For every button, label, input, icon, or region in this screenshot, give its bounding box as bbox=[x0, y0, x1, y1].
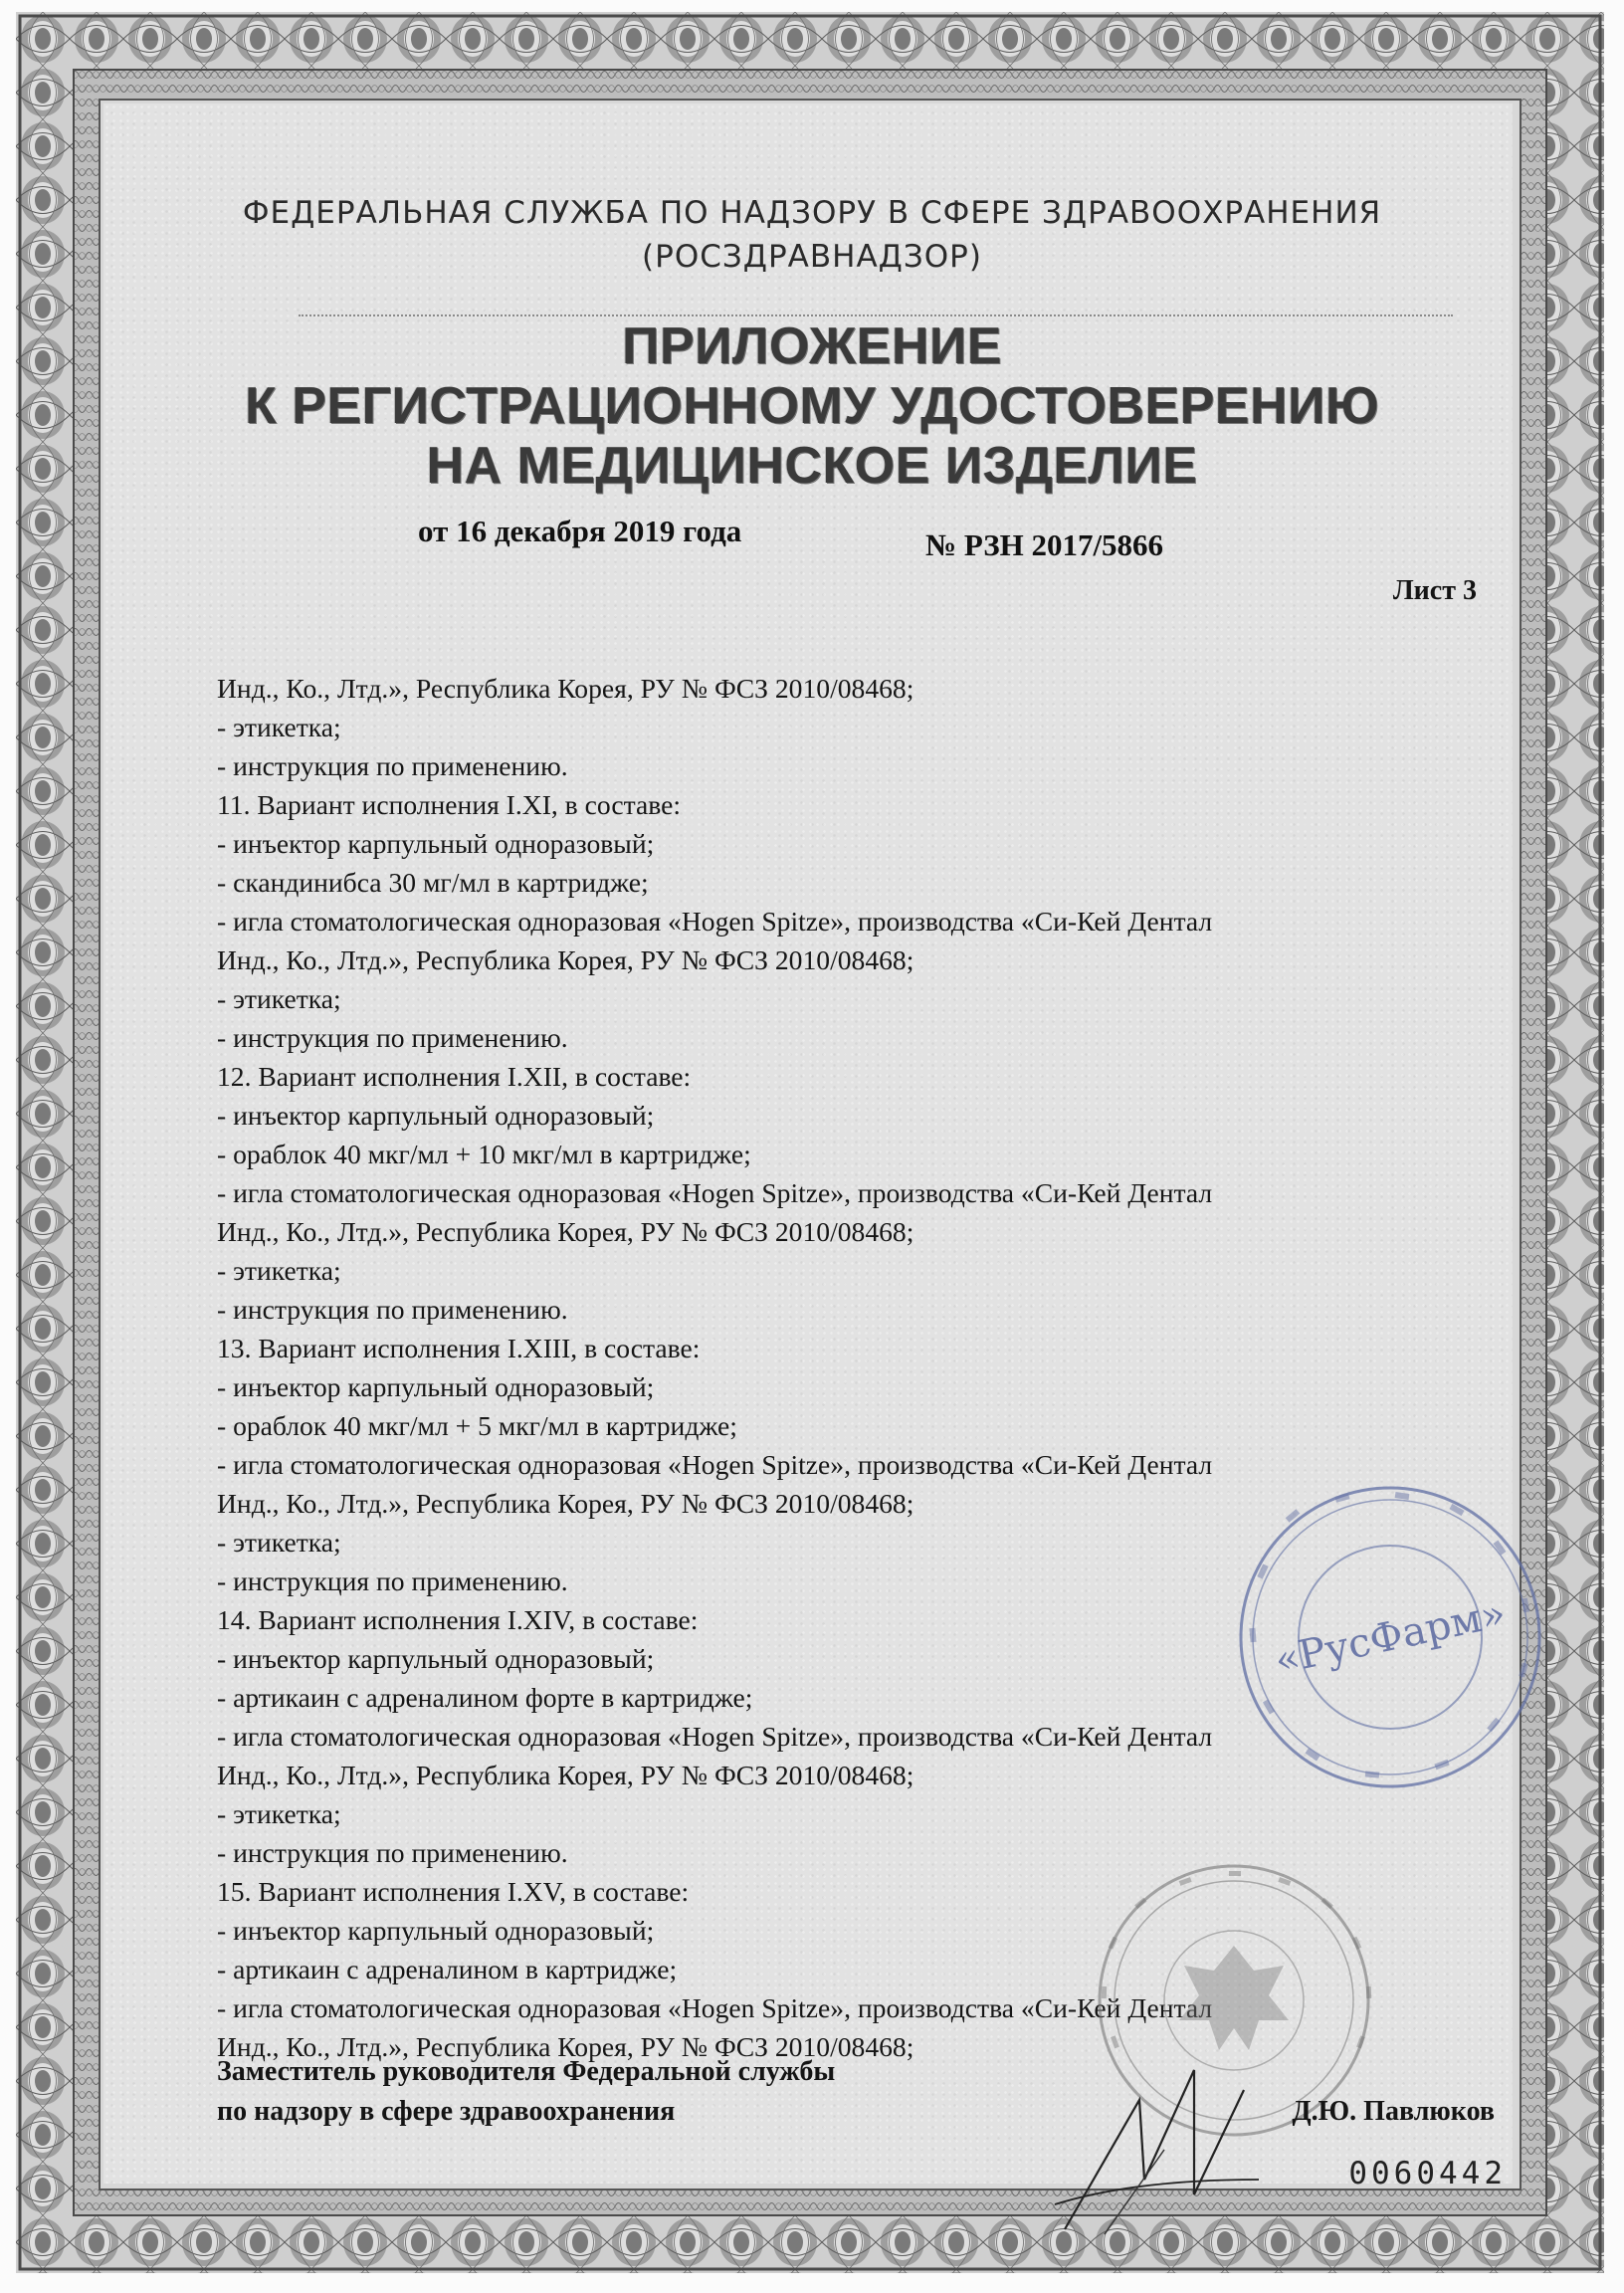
body-line: - ораблок 40 мкг/мл + 5 мкг/мл в картридже; bbox=[217, 1410, 737, 1441]
body-line: 12. Вариант исполнения I.XII, в составе: bbox=[217, 1061, 692, 1092]
agency-abbrev: (РОСЗДРАВНАДЗОР) bbox=[642, 239, 982, 275]
sheet-number: Лист 3 bbox=[1392, 575, 1477, 606]
body-line: - инструкция по применению. bbox=[217, 1565, 568, 1596]
body-line: Инд., Ко., Лтд.», Республика Корея, РУ № ФСЗ 2010/08468; bbox=[217, 944, 914, 975]
registration-number: № РЗН 2017/5866 bbox=[925, 527, 1164, 562]
title-line-2: К РЕГИСТРАЦИОННОМУ УДОСТОВЕРЕНИЮ bbox=[244, 377, 1380, 435]
body-line: 14. Вариант исполнения I.XIV, в составе: bbox=[217, 1604, 699, 1635]
body-line: 11. Вариант исполнения I.XI, в составе: bbox=[217, 789, 682, 820]
title-line-1: ПРИЛОЖЕНИЕ bbox=[622, 317, 1002, 375]
document-title bbox=[0, 316, 1624, 496]
body-line: - игла стоматологическая одноразовая «Hogen Spitze», производства «Си-Кей Дентал bbox=[217, 906, 1213, 937]
body-line: - инструкция по применению. bbox=[217, 1294, 568, 1325]
signature-mark bbox=[1045, 2030, 1274, 2239]
body-line: Инд., Ко., Лтд.», Республика Корея, РУ № ФСЗ 2010/08468; bbox=[217, 1760, 914, 1790]
body-line: - инъектор карпульный одноразовый; bbox=[217, 1915, 655, 1946]
body-line: - артикаин с адреналином в картридже; bbox=[217, 1954, 678, 1984]
body-line: 13. Вариант исполнения I.XIII, в составе: bbox=[217, 1333, 701, 1363]
body-line: - инъектор карпульный одноразовый; bbox=[217, 1643, 655, 1674]
body-line: - артикаин с адреналином форте в картридже; bbox=[217, 1682, 753, 1713]
agency-heading bbox=[0, 191, 1624, 279]
body-line: 15. Вариант исполнения I.XV, в составе: bbox=[217, 1876, 690, 1907]
body-line: - инструкция по применению. bbox=[217, 1837, 568, 1868]
body-line: - этикетка; bbox=[217, 983, 341, 1014]
body-line: - инъектор карпульный одноразовый; bbox=[217, 1100, 655, 1131]
body-line: - игла стоматологическая одноразовая «Hogen Spitze», производства «Си-Кей Дентал bbox=[217, 1449, 1213, 1480]
body-line: - этикетка; bbox=[217, 1798, 341, 1829]
signatory-position-1: Заместитель руководителя Федеральной службы bbox=[217, 2056, 836, 2087]
body-line: - этикетка; bbox=[217, 1255, 341, 1286]
rusfarm-stamp bbox=[1226, 1473, 1554, 1801]
body-line: Инд., Ко., Лтд.», Республика Корея, РУ № ФСЗ 2010/08468; bbox=[217, 2031, 914, 2062]
body-line: - скандинибса 30 мг/мл в картридже; bbox=[217, 867, 649, 898]
body-line: - этикетка; bbox=[217, 712, 341, 742]
body-line: Инд., Ко., Лтд.», Республика Корея, РУ № ФСЗ 2010/08468; bbox=[217, 1488, 914, 1519]
body-line: - игла стоматологическая одноразовая «Hogen Spitze», производства «Си-Кей Дентал bbox=[217, 1721, 1213, 1752]
title-line-3: НА МЕДИЦИНСКОЕ ИЗДЕЛИЕ bbox=[426, 437, 1198, 495]
body-line: - ораблок 40 мкг/мл + 10 мкг/мл в картридже; bbox=[217, 1139, 751, 1169]
body-line: - инструкция по применению. bbox=[217, 750, 568, 781]
body-line: - инъектор карпульный одноразовый; bbox=[217, 1371, 655, 1402]
body-line: - инъектор карпульный одноразовый; bbox=[217, 828, 655, 859]
signatory-name: Д.Ю. Павлюков bbox=[1292, 2096, 1495, 2127]
serial-number: 0060442 bbox=[1348, 2156, 1507, 2191]
agency-name: ФЕДЕРАЛЬНАЯ СЛУЖБА ПО НАДЗОРУ В СФЕРЕ ЗДРАВООХРАНЕНИЯ bbox=[242, 195, 1382, 231]
body-line: Инд., Ко., Лтд.», Республика Корея, РУ № ФСЗ 2010/08468; bbox=[217, 1216, 914, 1247]
body-line: - игла стоматологическая одноразовая «Hogen Spitze», производства «Си-Кей Дентал bbox=[217, 1992, 1213, 2023]
body-line: - инструкция по применению. bbox=[217, 1022, 568, 1053]
svg-text:«РусФарм»: «РусФарм» bbox=[1271, 1590, 1510, 1684]
body-line: Инд., Ко., Лтд.», Республика Корея, РУ № ФСЗ 2010/08468; bbox=[217, 673, 914, 704]
body-line: - игла стоматологическая одноразовая «Hogen Spitze», производства «Си-Кей Дентал bbox=[217, 1177, 1213, 1208]
body-line: - этикетка; bbox=[217, 1527, 341, 1558]
signatory-position-2: по надзору в сфере здравоохранения bbox=[217, 2096, 676, 2127]
issue-date: от 16 декабря 2019 года bbox=[418, 514, 742, 548]
